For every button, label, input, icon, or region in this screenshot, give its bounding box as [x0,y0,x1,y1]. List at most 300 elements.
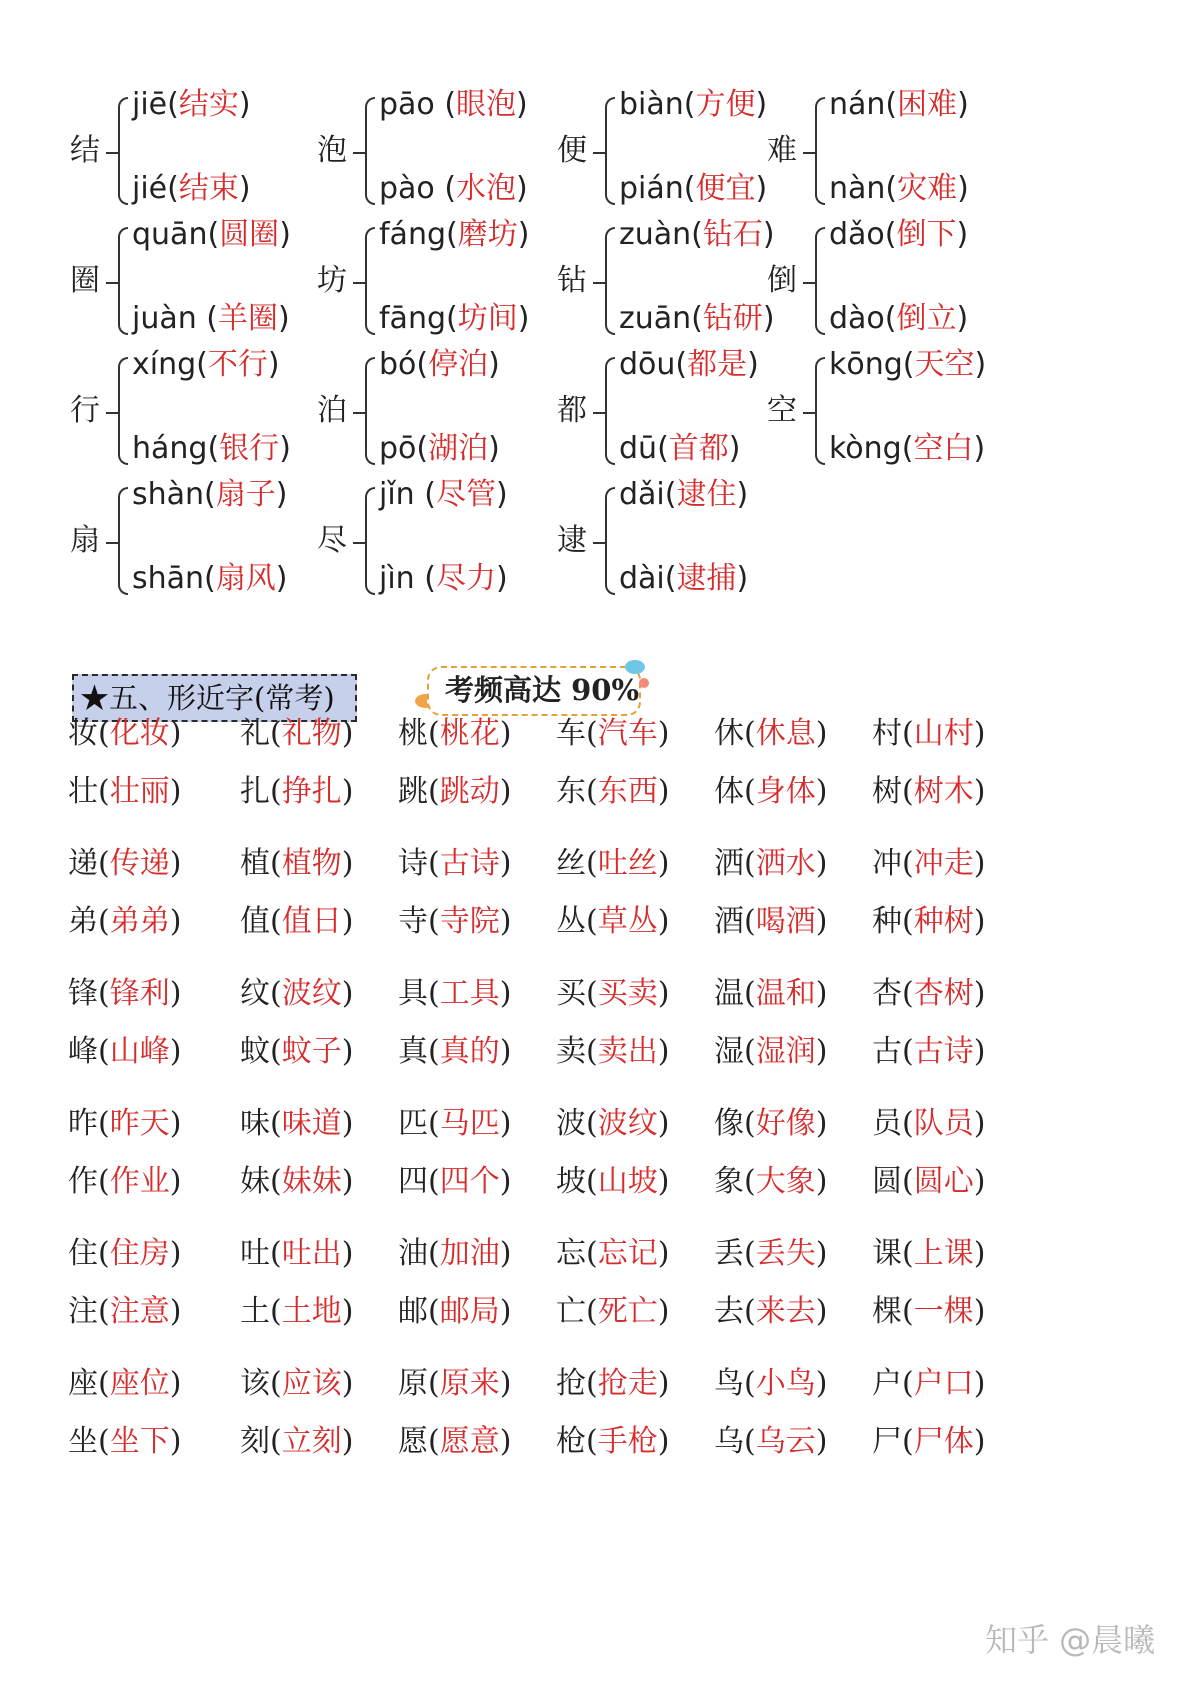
example-word: 便宜 [695,171,756,206]
bracket [605,487,615,595]
polyphone-char: 结 [70,133,100,168]
similar-char-entry: 坡(山坡) [556,1164,670,1199]
similar-char-entry: 冲(冲走) [872,846,986,881]
example-word: 忘记 [597,1236,658,1271]
similar-char-entry: 该(应该) [240,1366,354,1401]
polyphone-group [70,475,320,605]
bracket [605,227,615,335]
similar-char: 尸 [872,1424,902,1459]
example-word: 作业 [109,1164,170,1199]
similar-char-entry: 跳(跳动) [398,774,512,809]
similar-char: 值 [240,904,270,939]
example-word: 首都 [668,431,729,466]
reading: shān(扇风) [132,561,288,596]
similar-char-entry: 味(味道) [240,1106,354,1141]
reading: pián(便宜) [619,171,768,206]
similar-char-entry: 妹(妹妹) [240,1164,354,1199]
similar-char-entry: 湿(湿润) [714,1034,828,1069]
pinyin: fāng [379,301,447,336]
bracket [815,97,825,205]
bracket [365,227,375,335]
similar-char-entry: 真(真的) [398,1034,512,1069]
example-word: 眼泡 [456,87,517,122]
polyphone-char: 泊 [317,393,347,428]
similar-char: 锋 [68,976,98,1011]
similar-char: 土 [240,1294,270,1329]
similar-char: 丢 [714,1236,744,1271]
polyphone-char: 空 [767,393,797,428]
reading: jǐn (尽管) [379,477,508,512]
similar-char: 圆 [872,1164,902,1199]
example-word: 都是 [687,347,748,382]
example-word: 传递 [109,846,170,881]
similar-char: 妹 [240,1164,270,1199]
example-word: 杏树 [913,976,974,1011]
polyphone-group [317,215,567,345]
polyphone-group [70,345,320,475]
example-word: 跳动 [439,774,500,809]
similar-char: 诗 [398,846,428,881]
reading: kòng(空白) [829,431,986,466]
example-word: 不行 [207,347,268,382]
example-word: 洒水 [755,846,816,881]
pinyin: juàn [132,301,197,336]
example-word: 磨坊 [457,217,518,252]
bracket [118,227,128,335]
similar-char: 象 [714,1164,744,1199]
bracket [118,487,128,595]
similar-char-entry: 愿(愿意) [398,1424,512,1459]
example-word: 买卖 [597,976,658,1011]
example-word: 壮丽 [109,774,170,809]
reading: zuàn(钻石) [619,217,775,252]
similar-char: 丝 [556,846,586,881]
example-word: 灾难 [897,171,958,206]
similar-char: 该 [240,1366,270,1401]
polyphone-group [317,85,567,215]
pinyin: bó [379,347,417,382]
bracket-connector [106,412,118,414]
pinyin: pāo [379,87,435,122]
bracket-connector [803,152,815,154]
similar-char: 洒 [714,846,744,881]
similar-char-entry: 土(土地) [240,1294,354,1329]
example-word: 礼物 [281,716,342,751]
similar-char-entry: 乌(乌云) [714,1424,828,1459]
example-word: 喝酒 [755,904,816,939]
reading: biàn(方便) [619,87,768,122]
similar-char-entry: 像(好像) [714,1106,828,1141]
polyphone-group [767,85,1017,215]
reading: dǎi(逮住) [619,477,749,512]
similar-char: 匹 [398,1106,428,1141]
example-word: 抢走 [597,1366,658,1401]
spacer [415,477,425,512]
reading: bó(停泊) [379,347,500,382]
example-word: 邮局 [439,1294,500,1329]
reading: dài(逮捕) [619,561,749,596]
similar-char-entry: 锋(锋利) [68,976,182,1011]
reading: fáng(磨坊) [379,217,530,252]
example-word: 结束 [178,171,239,206]
similar-char-entry: 古(古诗) [872,1034,986,1069]
polyphone-group [317,345,567,475]
example-word: 山村 [913,716,974,751]
example-word: 工具 [439,976,500,1011]
reading: jié(结束) [132,171,251,206]
example-word: 方便 [695,87,756,122]
example-word: 妹妹 [281,1164,342,1199]
similar-char-entry: 作(作业) [68,1164,182,1199]
similar-char-entry: 丛(草丛) [556,904,670,939]
pinyin: dū [619,431,658,466]
bracket-connector [803,282,815,284]
reading: zuān(钻研) [619,301,775,336]
example-word: 丢失 [755,1236,816,1271]
reading: pō(湖泊) [379,431,500,466]
spacer [435,171,445,206]
example-word: 困难 [897,87,958,122]
similar-char-entry: 温(温和) [714,976,828,1011]
bracket-connector [353,282,365,284]
similar-char: 员 [872,1106,902,1141]
similar-char: 酒 [714,904,744,939]
polyphone-char: 便 [557,133,587,168]
example-word: 植物 [281,846,342,881]
bracket [365,97,375,205]
example-word: 水泡 [456,171,517,206]
similar-char-entry: 植(植物) [240,846,354,881]
pinyin: kòng [829,431,902,466]
similar-char: 纹 [240,976,270,1011]
example-word: 汽车 [597,716,658,751]
section-title: ★五、形近字(常考) [72,674,357,722]
similar-char: 树 [872,774,902,809]
example-word: 扇子 [215,477,276,512]
reading: jìn (尽力) [379,561,508,596]
similar-char-entry: 峰(山峰) [68,1034,182,1069]
example-word: 空白 [913,431,974,466]
similar-char: 枪 [556,1424,586,1459]
example-word: 钻研 [702,301,763,336]
similar-char: 休 [714,716,744,751]
example-word: 住房 [109,1236,170,1271]
example-word: 弟弟 [109,904,170,939]
example-word: 身体 [755,774,816,809]
similar-char-entry: 买(买卖) [556,976,670,1011]
example-word: 死亡 [597,1294,658,1329]
pinyin: nán [829,87,886,122]
similar-char: 体 [714,774,744,809]
similar-char: 味 [240,1106,270,1141]
pinyin: dǎi [619,477,665,512]
bracket-connector [803,412,815,414]
bracket [605,357,615,465]
similar-char-entry: 休(休息) [714,716,828,751]
example-word: 味道 [281,1106,342,1141]
similar-char-entry: 吐(吐出) [240,1236,354,1271]
bracket [118,97,128,205]
similar-char: 寺 [398,904,428,939]
similar-char-entry: 递(传递) [68,846,182,881]
dot-decoration-icon [639,678,649,688]
similar-char: 真 [398,1034,428,1069]
example-word: 桃花 [439,716,500,751]
similar-char-entry: 昨(昨天) [68,1106,182,1141]
similar-char: 具 [398,976,428,1011]
example-word: 古诗 [439,846,500,881]
bracket-connector [353,412,365,414]
polyphone-char: 逮 [557,523,587,558]
similar-char: 刻 [240,1424,270,1459]
similar-char-entry: 圆(圆心) [872,1164,986,1199]
reading: pāo (眼泡) [379,87,528,122]
pinyin: xíng [132,347,197,382]
similar-char: 昨 [68,1106,98,1141]
polyphone-char: 坊 [317,263,347,298]
similar-char-entry: 忘(忘记) [556,1236,670,1271]
example-word: 种树 [913,904,974,939]
example-word: 乌云 [755,1424,816,1459]
similar-char: 弟 [68,904,98,939]
similar-char-entry: 原(原来) [398,1366,512,1401]
reading: pào (水泡) [379,171,528,206]
similar-char-entry: 波(波纹) [556,1106,670,1141]
similar-char-entry: 蚊(蚊子) [240,1034,354,1069]
similar-char-entry: 洒(洒水) [714,846,828,881]
example-word: 坊间 [457,301,518,336]
similar-char: 冲 [872,846,902,881]
similar-char-entry: 油(加油) [398,1236,512,1271]
similar-char: 油 [398,1236,428,1271]
similar-char-entry: 鸟(小鸟) [714,1366,828,1401]
reading: xíng(不行) [132,347,280,382]
polyphone-char: 都 [557,393,587,428]
example-word: 倒下 [896,217,957,252]
pinyin: pō [379,431,417,466]
similar-char: 四 [398,1164,428,1199]
example-word: 大象 [755,1164,816,1199]
similar-char-entry: 匹(马匹) [398,1106,512,1141]
similar-char: 课 [872,1236,902,1271]
example-word: 四个 [439,1164,500,1199]
pinyin: jǐn [379,477,415,512]
similar-char-entry: 杏(杏树) [872,976,986,1011]
pinyin: fáng [379,217,447,252]
polyphone-char: 难 [767,133,797,168]
similar-char: 吐 [240,1236,270,1271]
example-word: 草丛 [597,904,658,939]
similar-char-entry: 住(住房) [68,1236,182,1271]
example-word: 羊圈 [218,301,279,336]
polyphone-char: 泡 [317,133,347,168]
similar-char: 古 [872,1034,902,1069]
similar-char: 杏 [872,976,902,1011]
similar-char-entry: 值(值日) [240,904,354,939]
polyphone-char: 钻 [557,263,587,298]
reading: jiē(结实) [132,87,251,122]
example-word: 锋利 [109,976,170,1011]
example-word: 值日 [281,904,342,939]
similar-char-entry: 弟(弟弟) [68,904,182,939]
bracket-connector [353,542,365,544]
similar-char-entry: 邮(邮局) [398,1294,512,1329]
bracket [815,227,825,335]
polyphone-char: 扇 [70,523,100,558]
pinyin: jiē [132,87,168,122]
similar-char-entry: 纹(波纹) [240,976,354,1011]
pinyin: dào [829,301,885,336]
example-word: 立刻 [281,1424,342,1459]
example-word: 尸体 [913,1424,974,1459]
similar-char-entry: 树(树木) [872,774,986,809]
example-word: 手枪 [597,1424,658,1459]
bracket-connector [106,542,118,544]
bracket-connector [593,152,605,154]
bracket [605,97,615,205]
example-word: 银行 [219,431,280,466]
similar-char: 愿 [398,1424,428,1459]
similar-char: 邮 [398,1294,428,1329]
similar-char-entry: 扎(挣扎) [240,774,354,809]
polyphone-char: 尽 [317,523,347,558]
watermark: 知乎 @晨曦 [985,1621,1156,1659]
polyphone-group [70,215,320,345]
similar-char: 递 [68,846,98,881]
similar-char-entry: 尸(尸体) [872,1424,986,1459]
example-word: 湿润 [755,1034,816,1069]
similar-char: 亡 [556,1294,586,1329]
example-word: 化妆 [109,716,170,751]
bracket-connector [593,412,605,414]
example-word: 愿意 [439,1424,500,1459]
similar-char-entry: 种(种树) [872,904,986,939]
pinyin: quān [132,217,208,252]
polyphone-group [70,85,320,215]
example-word: 圆心 [913,1164,974,1199]
example-word: 户口 [913,1366,974,1401]
example-word: 结实 [178,87,239,122]
similar-char-entry: 村(山村) [872,716,986,751]
example-word: 蚊子 [281,1034,342,1069]
similar-char-entry: 坐(坐下) [68,1424,182,1459]
similar-char: 忘 [556,1236,586,1271]
similar-char: 鸟 [714,1366,744,1401]
polyphone-char: 倒 [767,263,797,298]
reading: dào(倒立) [829,301,969,336]
example-word: 山坡 [597,1164,658,1199]
similar-char-entry: 四(四个) [398,1164,512,1199]
reading: háng(银行) [132,431,291,466]
example-word: 昨天 [109,1106,170,1141]
similar-char-entry: 卖(卖出) [556,1034,670,1069]
similar-char-entry: 礼(礼物) [240,716,354,751]
similar-char-entry: 东(东西) [556,774,670,809]
similar-char: 种 [872,904,902,939]
bracket-connector [106,152,118,154]
example-word: 休息 [755,716,816,751]
example-word: 注意 [109,1294,170,1329]
example-word: 吐丝 [597,846,658,881]
similar-char: 卖 [556,1034,586,1069]
similar-char-entry: 酒(喝酒) [714,904,828,939]
similar-char: 丛 [556,904,586,939]
reading: quān(圆圈) [132,217,291,252]
pinyin: dǎo [829,217,885,252]
example-word: 应该 [281,1366,342,1401]
bracket-connector [593,282,605,284]
bracket [365,487,375,595]
spacer [415,561,425,596]
spacer [197,301,207,336]
similar-char-entry: 妆(化妆) [68,716,182,751]
similar-char-entry: 亡(死亡) [556,1294,670,1329]
similar-char: 波 [556,1106,586,1141]
example-word: 加油 [439,1236,500,1271]
similar-char: 坡 [556,1164,586,1199]
bracket-connector [593,542,605,544]
example-word: 坐下 [109,1424,170,1459]
polyphone-group [557,475,807,605]
similar-char-entry: 去(来去) [714,1294,828,1329]
similar-char: 妆 [68,716,98,751]
reading: nán(困难) [829,87,969,122]
example-word: 波纹 [281,976,342,1011]
pinyin: biàn [619,87,684,122]
similar-char-entry: 员(队员) [872,1106,986,1141]
reading: dōu(都是) [619,347,759,382]
similar-char-entry: 壮(壮丽) [68,774,182,809]
example-word: 一棵 [913,1294,974,1329]
reading: dū(首都) [619,431,741,466]
pinyin: pián [619,171,684,206]
similar-char-entry: 体(身体) [714,774,828,809]
example-word: 冲走 [913,846,974,881]
similar-char: 车 [556,716,586,751]
similar-char: 户 [872,1366,902,1401]
polyphone-group [317,475,567,605]
example-word: 钻石 [702,217,763,252]
similar-char: 原 [398,1366,428,1401]
similar-char: 作 [68,1164,98,1199]
example-word: 扇风 [215,561,276,596]
similar-char: 壮 [68,774,98,809]
similar-char: 住 [68,1236,98,1271]
pinyin: háng [132,431,208,466]
example-word: 尽力 [435,561,496,596]
similar-char-entry: 丢(丢失) [714,1236,828,1271]
bracket [815,357,825,465]
similar-char: 去 [714,1294,744,1329]
similar-char-entry: 丝(吐丝) [556,846,670,881]
similar-char: 棵 [872,1294,902,1329]
similar-char: 村 [872,716,902,751]
bracket [365,357,375,465]
spacer [435,87,445,122]
example-word: 逮捕 [676,561,737,596]
polyphone-char: 圈 [70,263,100,298]
similar-char: 温 [714,976,744,1011]
reading: nàn(灾难) [829,171,969,206]
example-word: 小鸟 [755,1366,816,1401]
similar-char: 桃 [398,716,428,751]
pinyin: pào [379,171,435,206]
similar-char: 扎 [240,774,270,809]
example-word: 逮住 [676,477,737,512]
reading: shàn(扇子) [132,477,288,512]
pinyin: kōng [829,347,903,382]
similar-char: 礼 [240,716,270,751]
